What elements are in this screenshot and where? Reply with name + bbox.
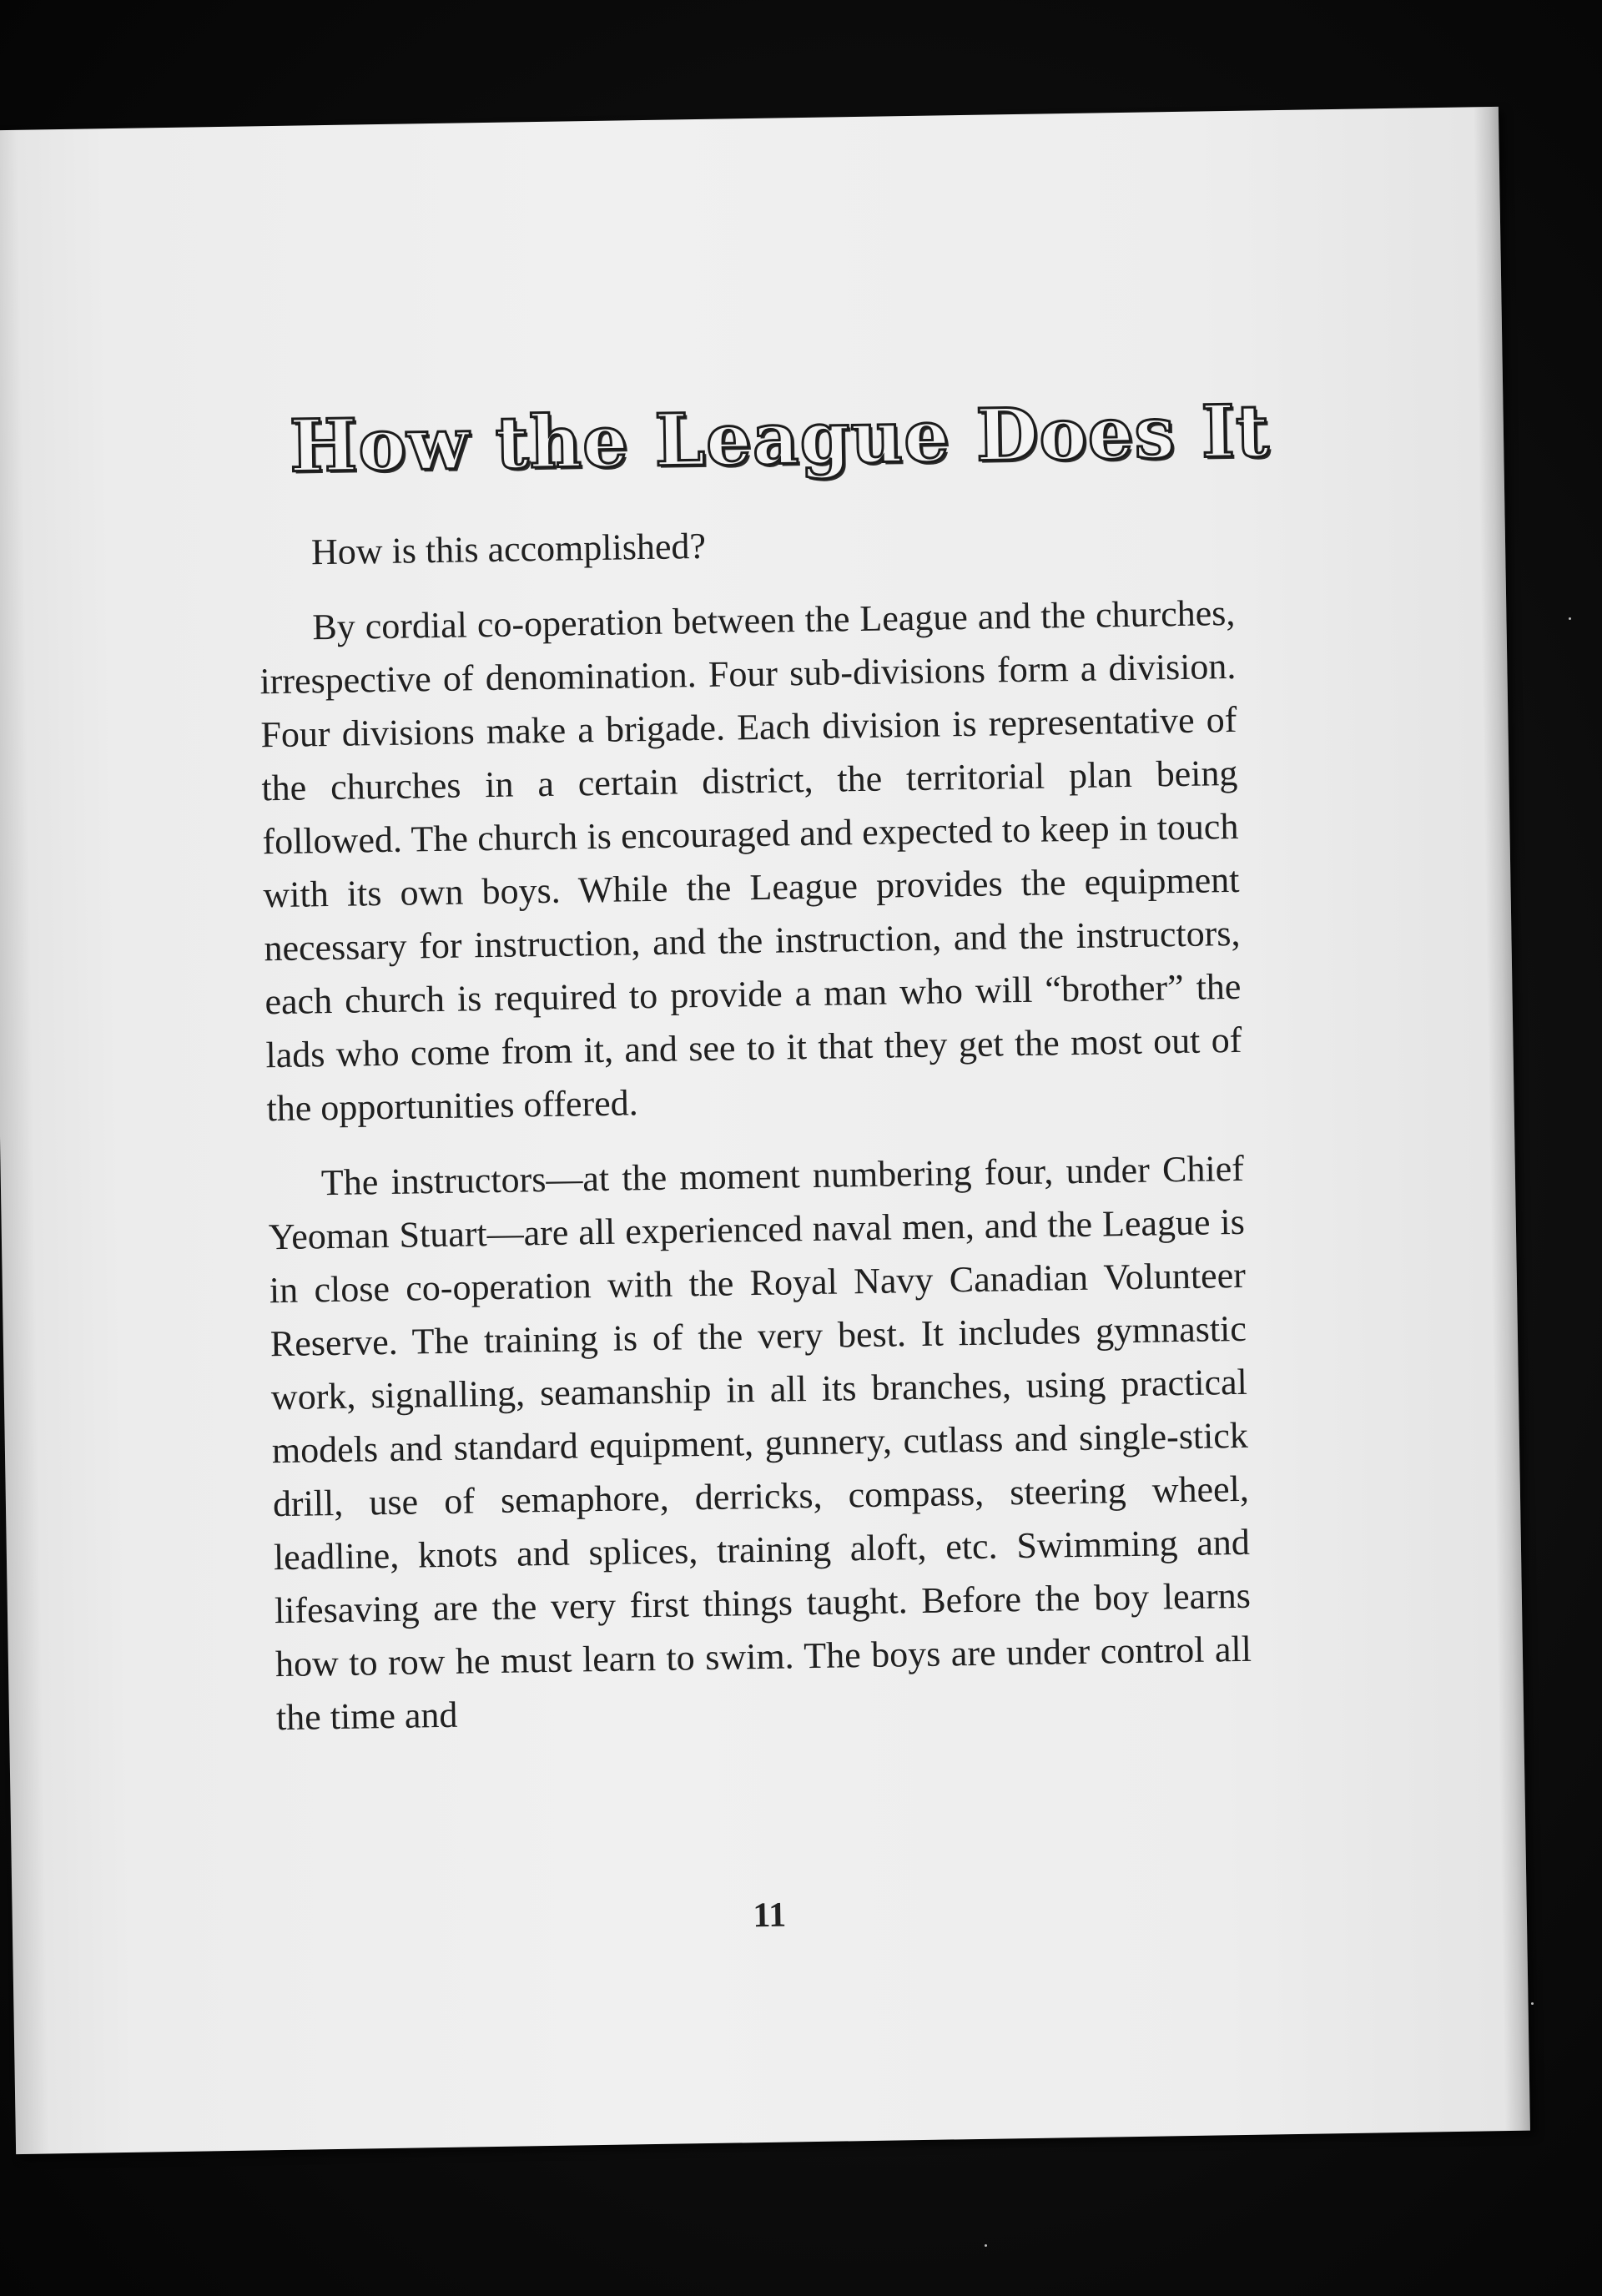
dust-speck — [1569, 617, 1571, 620]
paragraph-question: How is this accomplished? — [310, 525, 707, 573]
book-page — [0, 107, 1530, 2154]
dust-speck — [985, 2244, 987, 2247]
dust-speck — [1531, 2002, 1534, 2005]
page-heading: How the League Does It — [289, 389, 1271, 489]
body-text — [258, 511, 1253, 1766]
paragraph-cooperation: By cordial co-operation between the League and the churches, irrespective of denomination. Four sub-divisions form a division. Four divisions make a brigade. Each division is representative of the churches in a certain district, the territorial plan being followed. The church is encouraged and expected to keep in touch with its own boys. While the League provides the equipment necessary for instruction, and the instruction, and the instructors, each church is required to provide a man who will “brother” the lads who come from it, and see to it that they get the most out of the opportunities offered. — [259, 592, 1242, 1130]
page-number: 11 — [753, 1896, 787, 1936]
paragraph-instructors: The instructors—at the moment numbering four, under Chief Yeoman Stuart—are all experienced naval men, and the League is in close co-operation with the Royal Navy Canadian Volunteer Reserve. The training is of the very best. It includes gymnastic work, signalling, seamanship in all its branches, using practical models and standard equipment, gunnery, cutlass and single-stick drill, use of semaphore, derricks, compass, steering wheel, leadline, knots and splices, training aloft, etc. Swimming and lifesaving are the very first things taught. Before the boy learns how to row he must learn to swim. The boys are under control all the time and — [268, 1147, 1252, 1739]
